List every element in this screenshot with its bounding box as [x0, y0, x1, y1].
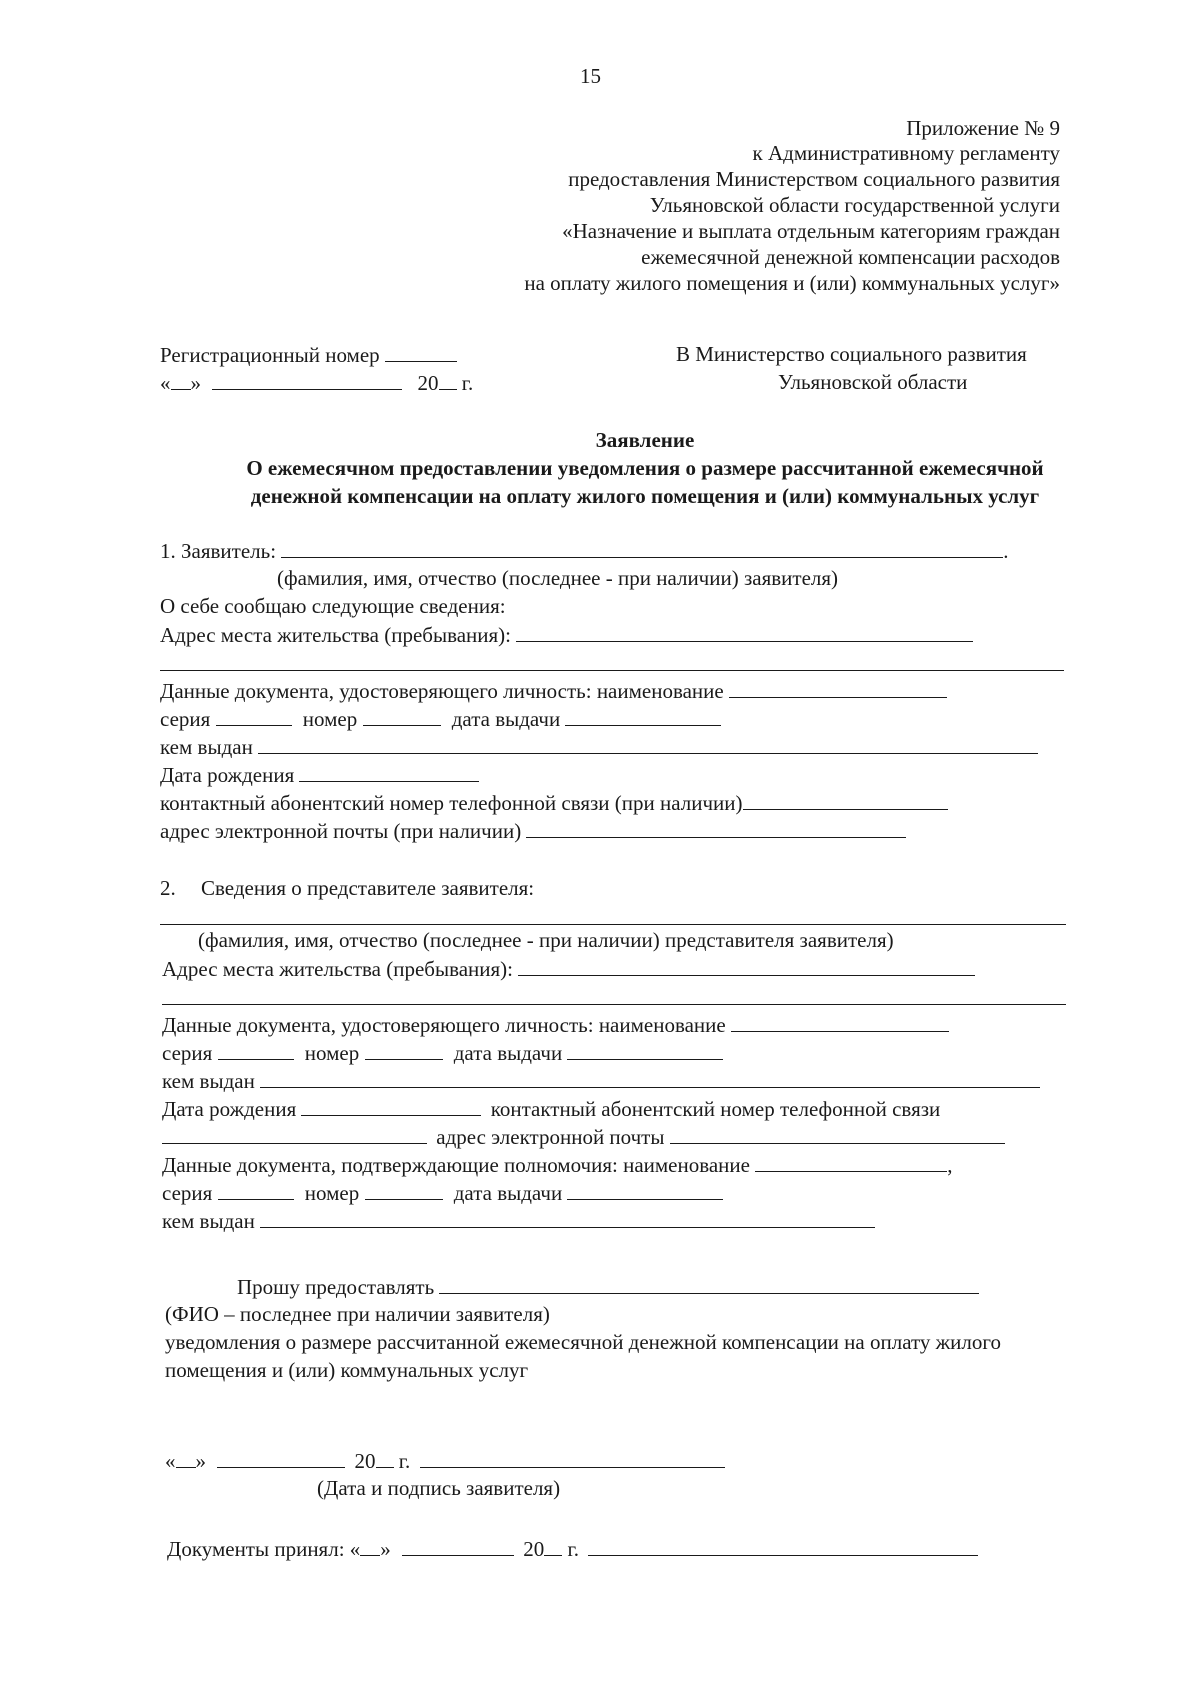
rep-id-doc-label: Данные документа, удостоверяющего личность: наименование [162, 1013, 726, 1037]
quote-close: » [195, 1449, 206, 1473]
rep-number-blank[interactable] [365, 1042, 443, 1060]
request-fio-blank[interactable] [439, 1276, 979, 1294]
rep-issue-date-blank[interactable] [567, 1042, 723, 1060]
accepted-row [167, 1538, 978, 1560]
series-row [160, 708, 721, 730]
authority-label: Данные документа, подтверждающие полномочия: наименование [162, 1153, 750, 1177]
authority-issued-by-blank[interactable] [260, 1210, 875, 1228]
authority-number-label: номер [304, 1181, 360, 1205]
request-fio-hint: (ФИО – последнее при наличии заявителя) [165, 1302, 550, 1326]
quote-open: « [160, 371, 171, 395]
authority-number-blank[interactable] [365, 1182, 443, 1200]
accepted-label: Документы принял: « [167, 1537, 361, 1561]
rep-address-blank-line[interactable] [162, 1004, 1066, 1005]
number-label: номер [302, 707, 358, 731]
acc-month-blank[interactable] [402, 1538, 514, 1556]
appendix-line: на оплату жилого помещения и (или) коммунальных услуг» [524, 271, 1060, 295]
issue-date-blank[interactable] [565, 708, 721, 726]
month-blank[interactable] [212, 372, 402, 390]
signature-row [165, 1450, 725, 1472]
applicant-label: 1. Заявитель: [160, 539, 277, 563]
id-doc-label: Данные документа, удостоверяющего личность: наименование [160, 679, 724, 703]
registration-number-label: Регистрационный номер [160, 343, 380, 367]
id-doc-row [160, 680, 947, 702]
representative-name-blank[interactable] [160, 924, 1066, 925]
rep-series-row [162, 1042, 723, 1064]
phone-row [160, 792, 948, 814]
rep-address-blank[interactable] [518, 958, 975, 976]
sig-year-blank[interactable] [376, 1450, 394, 1468]
day-blank[interactable] [171, 372, 191, 390]
issued-by-row [160, 736, 1038, 758]
about-text: О себе сообщаю следующие сведения: [160, 594, 506, 618]
rep-address-label: Адрес места жительства (пребывания): [162, 957, 514, 981]
rep-email-blank[interactable] [670, 1126, 1005, 1144]
rep-id-doc-name-blank[interactable] [731, 1014, 949, 1032]
issued-by-label: кем выдан [160, 735, 253, 759]
signature-hint: (Дата и подпись заявителя) [317, 1476, 561, 1500]
authority-issued-by-label: кем выдан [162, 1209, 255, 1233]
section2-heading [160, 878, 534, 899]
request-text: помещения и (или) коммунальных услуг [165, 1358, 529, 1382]
quote-open: « [165, 1449, 176, 1473]
year-suffix: г. [398, 1449, 411, 1473]
appendix-line: «Назначение и выплата отдельным категориям граждан [562, 219, 1060, 243]
address-label: Адрес места жительства (пребывания): [160, 623, 512, 647]
authority-doc-name-blank[interactable] [755, 1154, 947, 1172]
rep-birth-phone-row [162, 1098, 940, 1120]
rep-issue-date-label: дата выдачи [453, 1041, 563, 1065]
rep-id-doc-row [162, 1014, 949, 1036]
year-prefix: 20 [417, 371, 439, 395]
phone-blank[interactable] [743, 792, 948, 810]
rep-issued-by-row [162, 1070, 1040, 1092]
authority-series-label: серия [162, 1181, 213, 1205]
rep-birth-date-blank[interactable] [301, 1098, 481, 1116]
rep-email-label: адрес электронной почты [436, 1125, 665, 1149]
signature-blank[interactable] [420, 1450, 725, 1468]
quote-close: » [380, 1537, 391, 1561]
issue-date-label: дата выдачи [451, 707, 561, 731]
appendix-line: предоставления Министерством социального развития [568, 167, 1060, 191]
authority-issue-date-label: дата выдачи [453, 1181, 563, 1205]
section2-number: 2. [160, 876, 176, 900]
email-blank[interactable] [526, 820, 906, 838]
birth-date-row [160, 764, 479, 786]
address-blank-line[interactable] [160, 670, 1064, 671]
document-title: Заявление [595, 428, 695, 452]
applicant-name-blank[interactable] [281, 540, 1003, 558]
recipient-line: Ульяновской области [778, 370, 968, 394]
acc-day-blank[interactable] [360, 1538, 380, 1556]
rep-series-label: серия [162, 1041, 213, 1065]
appendix-title: Приложение № 9 [906, 116, 1060, 140]
quote-close: » [190, 371, 201, 395]
sig-day-blank[interactable] [176, 1450, 196, 1468]
section2-title: Сведения о представителе заявителя: [201, 876, 535, 900]
series-label: серия [160, 707, 211, 731]
registration-number-blank[interactable] [385, 344, 457, 362]
phone-label: контактный абонентский номер телефонной связи (при наличии) [160, 791, 743, 815]
id-doc-name-blank[interactable] [729, 680, 947, 698]
birth-date-blank[interactable] [299, 764, 479, 782]
registration-number [160, 344, 457, 366]
rep-address-row [162, 958, 975, 980]
appendix-line: к Административному регламенту [752, 141, 1060, 165]
acc-year-blank[interactable] [544, 1538, 562, 1556]
email-label: адрес электронной почты (при наличии) [160, 819, 522, 843]
year-blank[interactable] [439, 372, 457, 390]
rep-phone-email-row [162, 1126, 1005, 1148]
applicant-row: 1. Заявитель: . [160, 539, 1009, 563]
rep-phone-blank[interactable] [162, 1126, 427, 1144]
request-text: уведомления о размере рассчитанной ежемесячной денежной компенсации на оплату жилого [165, 1330, 1001, 1354]
rep-issued-by-label: кем выдан [162, 1069, 255, 1093]
applicant-hint: (фамилия, имя, отчество (последнее - при наличии) заявителя) [277, 566, 839, 590]
number-blank[interactable] [363, 708, 441, 726]
authority-issue-date-blank[interactable] [567, 1182, 723, 1200]
authority-series-row [162, 1182, 723, 1204]
rep-number-label: номер [304, 1041, 360, 1065]
accepted-signature-blank[interactable] [588, 1538, 978, 1556]
year-prefix: 20 [354, 1449, 376, 1473]
appendix-line: Ульяновской области государственной услуги [649, 193, 1060, 217]
document-subtitle: О ежемесячном предоставлении уведомления о размере рассчитанной ежемесячной [246, 456, 1044, 480]
rep-series-blank[interactable] [218, 1042, 294, 1060]
authority-row: Данные документа, подтверждающие полномочия: наименование , [162, 1153, 953, 1177]
rep-birth-date-label: Дата рождения [162, 1097, 297, 1121]
address-row [160, 624, 973, 646]
email-row [160, 820, 906, 842]
rep-issued-by-blank[interactable] [260, 1070, 1040, 1088]
series-blank[interactable] [216, 708, 292, 726]
authority-issued-by-row [162, 1210, 875, 1232]
birth-date-label: Дата рождения [160, 763, 295, 787]
year-suffix: г. [461, 371, 474, 395]
request-row [237, 1276, 979, 1298]
request-label: Прошу предоставлять [237, 1275, 435, 1299]
authority-series-blank[interactable] [218, 1182, 294, 1200]
page-number: 15 [580, 64, 601, 88]
representative-hint: (фамилия, имя, отчество (последнее - при наличии) представителя заявителя) [198, 928, 894, 952]
issued-by-blank[interactable] [258, 736, 1038, 754]
rep-phone-label: контактный абонентский номер телефонной связи [490, 1097, 941, 1121]
sig-month-blank[interactable] [217, 1450, 345, 1468]
year-prefix: 20 [523, 1537, 545, 1561]
address-blank[interactable] [516, 624, 973, 642]
document-subtitle: денежной компенсации на оплату жилого помещения и (или) коммунальных услуг [250, 484, 1040, 508]
recipient-line: В Министерство социального развития [676, 342, 1027, 366]
year-suffix: г. [567, 1537, 580, 1561]
appendix-line: ежемесячной денежной компенсации расходов [641, 245, 1060, 269]
registration-date [160, 372, 473, 394]
